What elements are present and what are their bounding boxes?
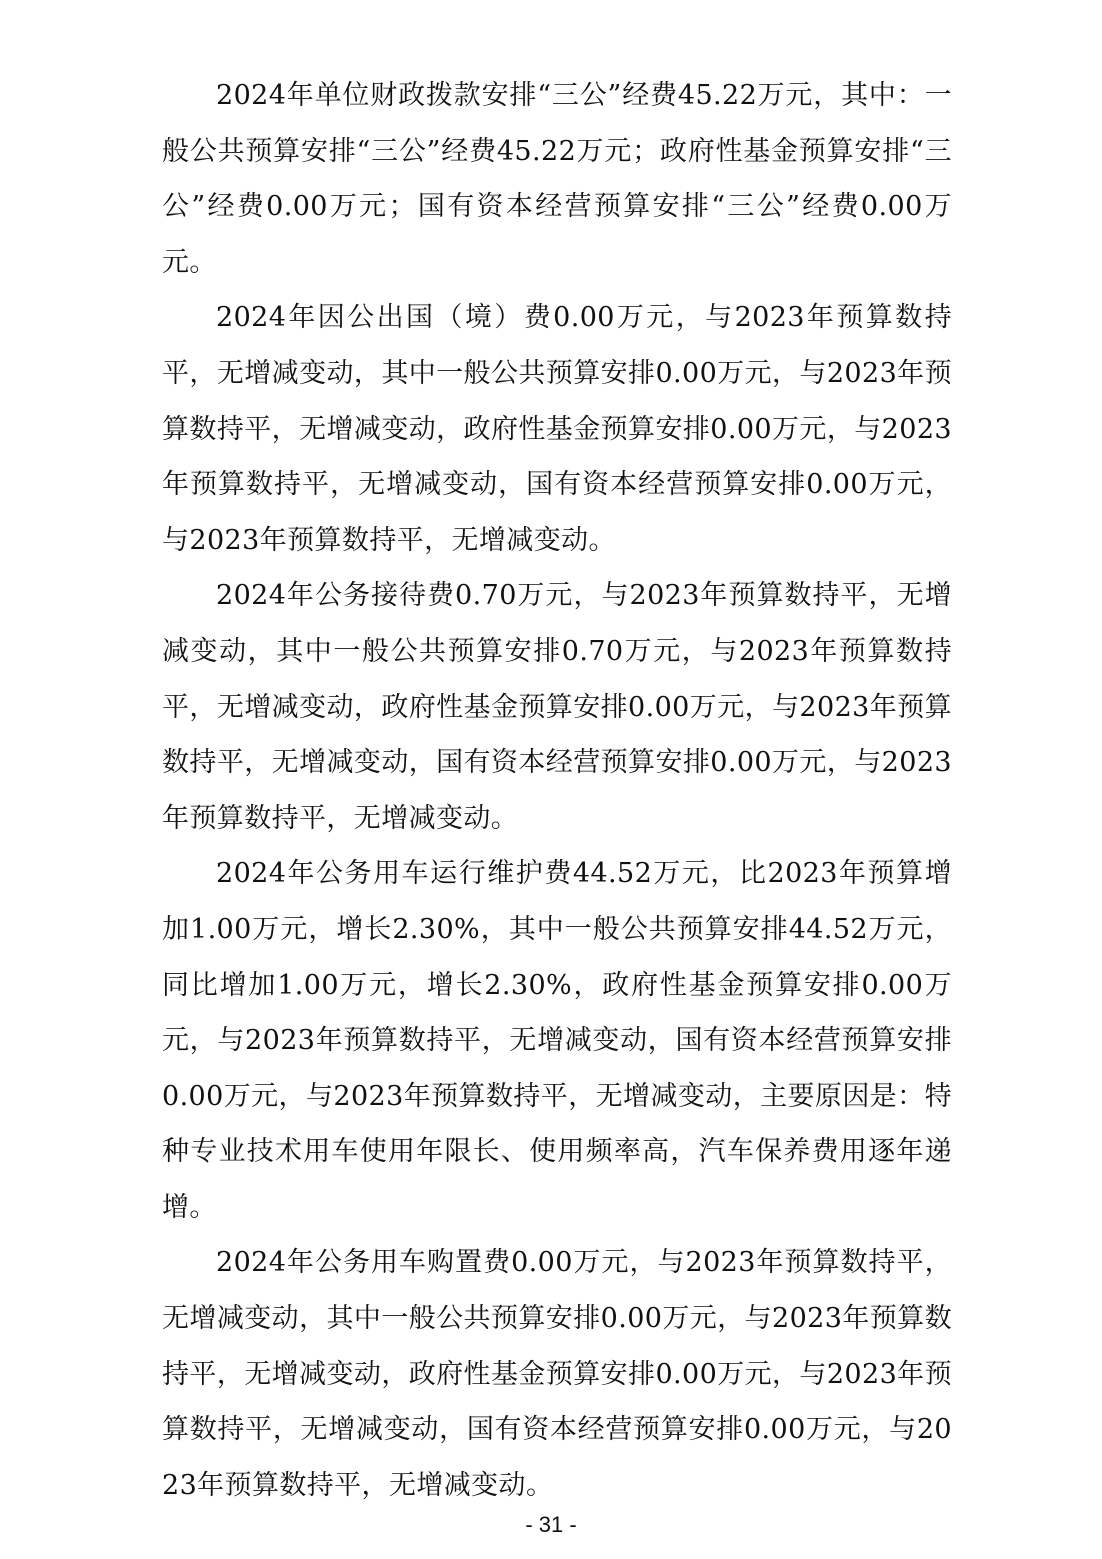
paragraph-sanggong-total: 2024年单位财政拨款安排“三公”经费45.22万元，其中：一般公共预算安排“三公”经费45.22万元；政府性基金预算安排“三公”经费0.00万元；国有资本经营预算安排“三公”经费0.00万元。	[162, 80, 952, 278]
paragraph-vehicle-purchase: 2024年公务用车购置费0.00万元，与2023年预算数持平，无增减变动，其中一般公共预算安排0.00万元，与2023年预算数持平，无增减变动，政府性基金预算安排0.00万元，与2023年预算数持平，无增减变动，国有资本经营预算安排0.00万元，与2023年预算数持平，无增减变动。	[162, 1247, 952, 1501]
paragraph-vehicle-maintenance: 2024年公务用车运行维护费44.52万元，比2023年预算增加1.00万元，增长2.30%，其中一般公共预算安排44.52万元，同比增加1.00万元，增长2.30%，政府性基金预算安排0.00万元，与2023年预算数持平，无增减变动，国有资本经营预算安排0.00万元，与2023年预算数持平，无增减变动，主要原因是：特种专业技术用车使用年限长、使用频率高，汽车保养费用逐年递增。	[162, 858, 952, 1223]
paragraph-official-reception: 2024年公务接待费0.70万元，与2023年预算数持平，无增减变动，其中一般公共预算安排0.70万元，与2023年预算数持平，无增减变动，政府性基金预算安排0.00万元，与2023年预算数持平，无增减变动，国有资本经营预算安排0.00万元，与2023年预算数持平，无增减变动。	[162, 580, 952, 834]
paragraph-overseas-travel: 2024年因公出国（境）费0.00万元，与2023年预算数持平，无增减变动，其中一般公共预算安排0.00万元，与2023年预算数持平，无增减变动，政府性基金预算安排0.00万元，与2023年预算数持平，无增减变动，国有资本经营预算安排0.00万元，与2023年预算数持平，无增减变动。	[162, 302, 952, 556]
document-body	[162, 68, 952, 1513]
page-number: - 31 -	[525, 1512, 577, 1537]
